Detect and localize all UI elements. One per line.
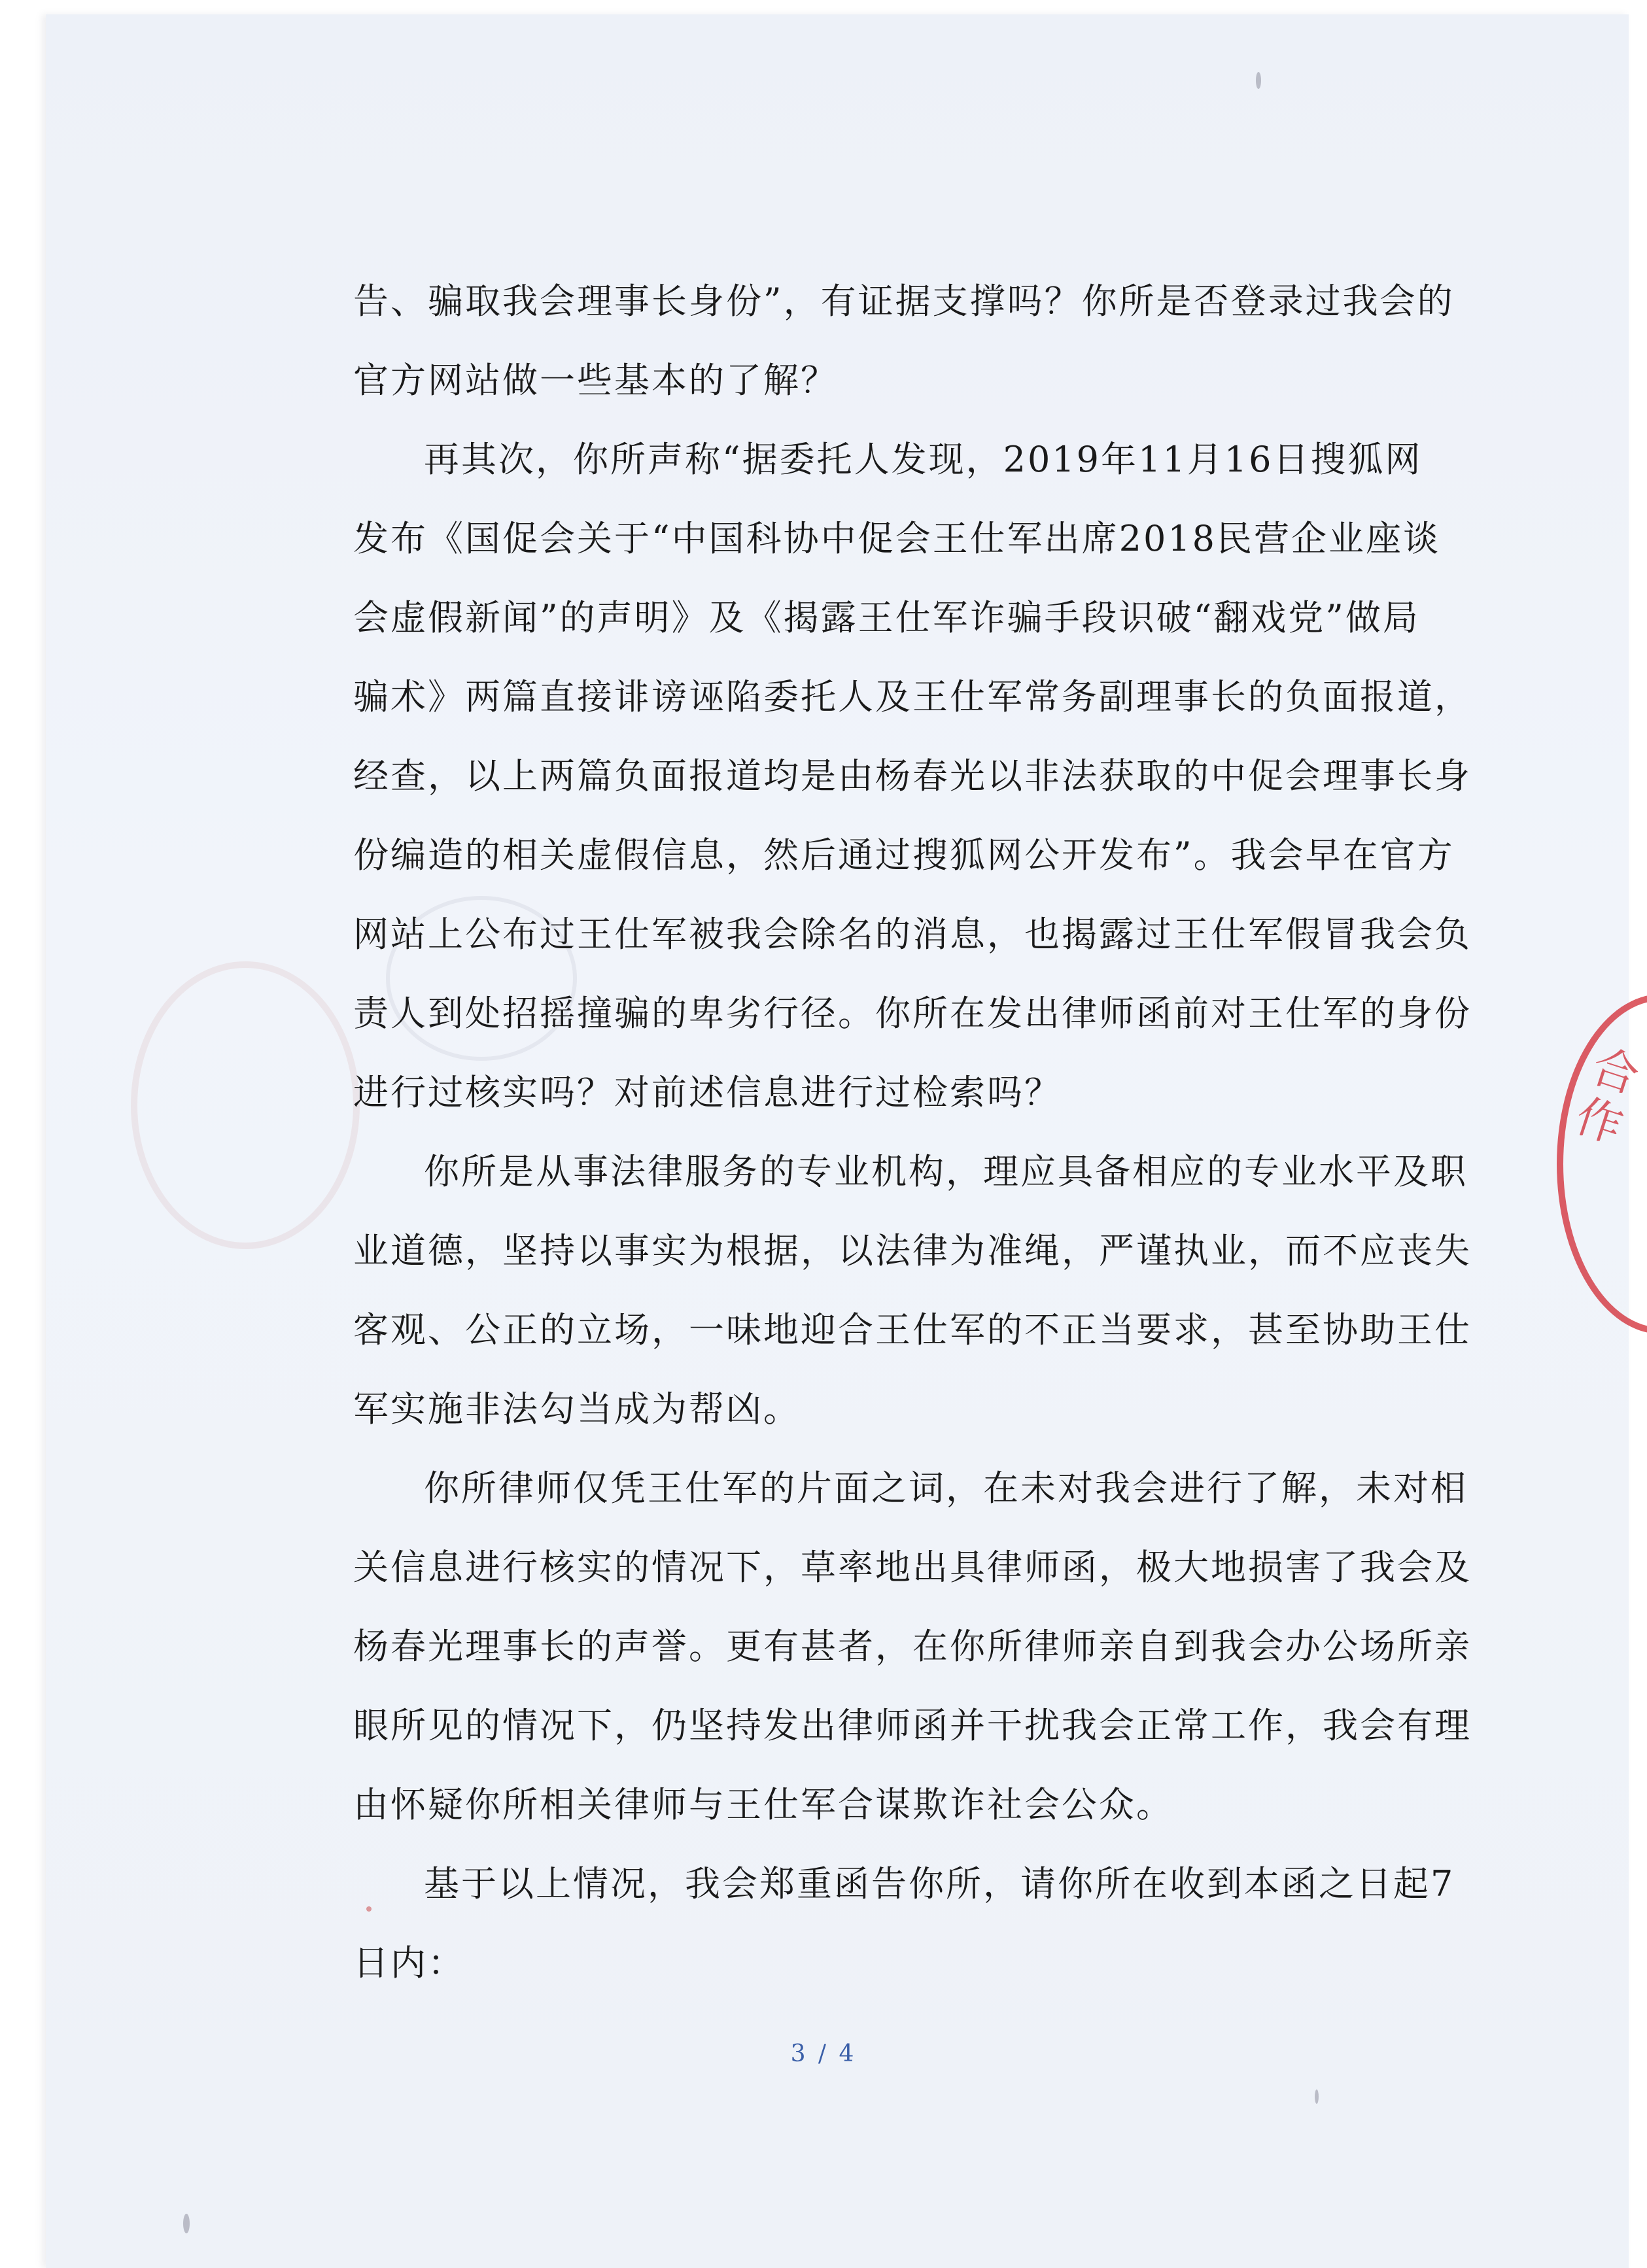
paragraph	[353, 1449, 1472, 1844]
faint-seal-showthrough	[131, 961, 360, 1249]
text-line: 骗术》两篇直接诽谤诬陷委托人及王仕军常务副理事长的负面报道，	[353, 676, 1472, 717]
paragraph	[353, 1844, 1455, 2002]
scan-speck	[183, 2214, 190, 2233]
text-line: 业道德，坚持以事实为根据，以法律为准绳，严谨执业，而不应丧失	[353, 1230, 1472, 1271]
text-line: 网站上公布过王仕军被我会除名的消息，也揭露过王仕军假冒我会负	[353, 914, 1472, 955]
text-line: 军实施非法勾当成为帮凶。	[353, 1388, 801, 1430]
text-line: 你所律师仅凭王仕军的片面之词，在未对我会进行了解，未对相	[424, 1468, 1468, 1509]
text-line: 责人到处招摇撞骗的卑劣行径。你所在发出律师函前对王仕军的身份	[353, 993, 1472, 1034]
text-line: 日内：	[353, 1942, 465, 1984]
paragraph	[353, 262, 1455, 420]
text-line: 会虚假新闻”的声明》及《揭露王仕军诈骗手段识破“翻戏党”做局	[353, 597, 1420, 638]
scan-speck	[1315, 2089, 1319, 2104]
text-line: 杨春光理事长的声誉。更有甚者，在你所律师亲自到我会办公场所亲	[353, 1626, 1472, 1667]
red-seal-glyphs: 合 作	[1569, 1039, 1646, 1154]
text-line: 眼所见的情况下，仍坚持发出律师函并干扰我会正常工作，我会有理	[353, 1705, 1472, 1746]
letter-body	[353, 262, 1472, 2002]
text-line: 你所是从事法律服务的专业机构，理应具备相应的专业水平及职	[424, 1151, 1468, 1192]
scan-left-margin	[0, 0, 46, 2268]
text-line: 进行过核实吗？对前述信息进行过检索吗？	[353, 1072, 1062, 1113]
text-line: 告、骗取我会理事长身份”，有证据支撑吗？你所是否登录过我会的	[353, 281, 1455, 322]
text-line: 发布《国促会关于“中国科协中促会王仕军出席2018民营企业座谈	[353, 518, 1441, 559]
text-line: 份编造的相关虚假信息，然后通过搜狐网公开发布”。我会早在官方	[353, 834, 1455, 876]
text-line: 经查，以上两篇负面报道均是由杨春光以非法获取的中促会理事长身	[353, 755, 1472, 797]
text-line: 客观、公正的立场，一味地迎合王仕军的不正当要求，甚至协助王仕	[353, 1309, 1472, 1350]
page-number: 3 / 4	[790, 2040, 857, 2067]
text-line: 基于以上情况，我会郑重函告你所，请你所在收到本函之日起7	[424, 1863, 1455, 1904]
text-line: 官方网站做一些基本的了解？	[353, 360, 838, 401]
text-line: 关信息进行核实的情况下，草率地出具律师函，极大地损害了我会及	[353, 1547, 1472, 1588]
paragraph	[353, 420, 1472, 1132]
text-line: 再其次，你所声称“据委托人发现，2019年11月16日搜狐网	[424, 439, 1423, 480]
scan-speck	[1256, 72, 1261, 89]
text-line: 由怀疑你所相关律师与王仕军合谋欺诈社会公众。	[353, 1784, 1173, 1825]
paragraph	[353, 1132, 1472, 1449]
